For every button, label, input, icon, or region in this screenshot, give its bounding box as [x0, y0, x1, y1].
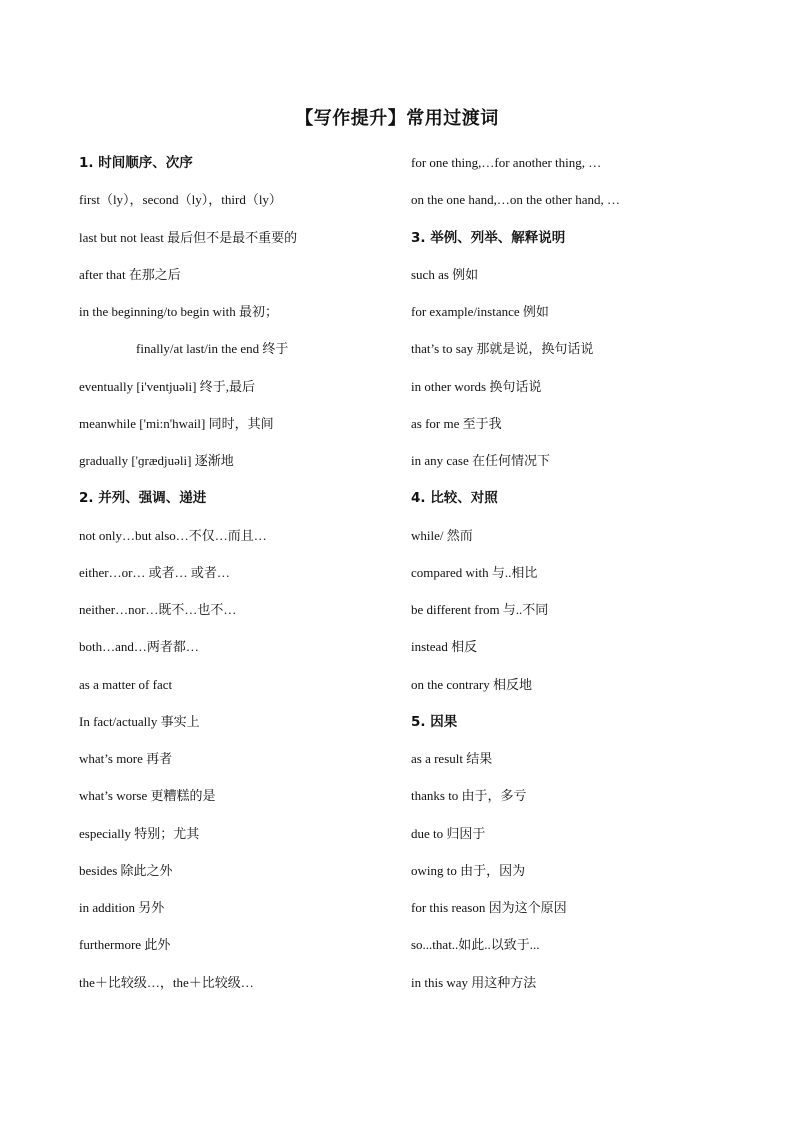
right-phrase-item: such as 例如 [411, 266, 479, 282]
left-phrase-item: what’s more 再者 [79, 751, 173, 766]
left-phrase-item: the＋比较级…，the＋比较级… [79, 974, 254, 990]
right-phrase-item: on the contrary 相反地 [411, 676, 532, 692]
right-phrase-item: as a result 结果 [411, 751, 493, 766]
left-phrase-item: either…or… 或者… 或者… [79, 564, 230, 580]
left-phrase-item: finally/at last/in the end 终于 [136, 341, 289, 357]
right-phrase-item: in this way 用这种方法 [411, 974, 537, 990]
right-phrase-item: for this reason 因为这个原因 [411, 900, 567, 915]
left-phrase-item: not only…but also…不仅…而且… [79, 527, 267, 543]
left-phrase-item: both…and…两者都… [79, 639, 199, 655]
left-phrase-item: neither…nor…既不…也不… [79, 602, 237, 617]
right-column [411, 149, 731, 1006]
right-phrase-item: that’s to say 那就是说，换句话说 [411, 341, 594, 357]
right-phrase-item: be different from 与..不同 [411, 602, 549, 617]
right-phrase-item: owing to 由于，因为 [411, 862, 526, 878]
left-column [79, 149, 399, 1006]
left-phrase-item: meanwhile ['mi:n'hwail] 同时，其间 [79, 415, 274, 431]
right-phrase-item: for example/instance 例如 [411, 304, 549, 319]
left-section-heading: 1. 时间顺序、次序 [79, 155, 193, 171]
left-phrase-item: gradually ['ɡrædjuəli] 逐渐地 [79, 453, 234, 468]
right-phrase-item: instead 相反 [411, 639, 478, 655]
right-phrase-item: due to 归因于 [411, 825, 486, 841]
right-phrase-item: in any case 在任何情况下 [411, 453, 551, 468]
left-phrase-item: In fact/actually 事实上 [79, 713, 200, 729]
left-phrase-item: as a matter of fact [79, 676, 173, 692]
right-phrase-item: for one thing,…for another thing, … [411, 155, 602, 170]
left-section-heading: 2. 并列、强调、递进 [79, 490, 207, 507]
right-phrase-item: as for me 至于我 [411, 415, 502, 431]
right-phrase-item: compared with 与..相比 [411, 564, 538, 580]
left-phrase-item: last but not least 最后但不是最不重要的 [79, 229, 298, 245]
left-phrase-item: besides 除此之外 [79, 862, 173, 878]
left-phrase-item: especially 特别；尤其 [79, 825, 200, 841]
left-phrase-item: what’s worse 更糟糕的是 [79, 788, 216, 804]
right-phrase-item: thanks to 由于，多亏 [411, 788, 527, 804]
left-phrase-item: eventually [i'ventjuəli] 终于,最后 [79, 378, 255, 394]
left-phrase-item: first（ly），second（ly），third（ly） [79, 192, 282, 208]
page-title: 【写作提升】常用过渡词 [295, 108, 499, 129]
right-phrase-item: in other words 换句话说 [411, 378, 542, 394]
left-phrase-item: in addition 另外 [79, 900, 165, 915]
right-section-heading: 4. 比较、对照 [411, 490, 498, 507]
left-phrase-item: furthermore 此外 [79, 937, 171, 953]
right-phrase-item: so...that..如此..以致于... [411, 937, 540, 953]
right-section-heading: 3. 举例、列举、解释说明 [411, 229, 566, 246]
right-phrase-item: while/ 然而 [411, 527, 473, 543]
left-phrase-item: after that 在那之后 [79, 266, 181, 282]
right-phrase-item: on the one hand,…on the other hand, … [411, 192, 621, 208]
right-section-heading: 5. 因果 [411, 713, 458, 730]
left-phrase-item: in the beginning/to begin with 最初； [79, 304, 278, 319]
